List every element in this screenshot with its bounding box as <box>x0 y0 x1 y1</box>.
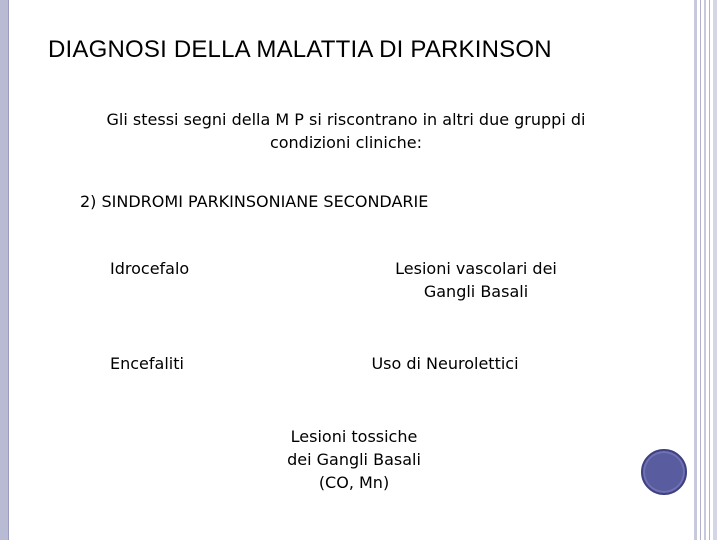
right-line <box>704 0 706 540</box>
item-line: Uso di Neurolettici <box>371 354 519 373</box>
cause-item-neurolettici <box>340 352 550 375</box>
cause-item-idrocefalo <box>110 257 189 280</box>
left-decorative-bar <box>0 0 9 540</box>
right-line <box>713 0 717 540</box>
right-line <box>700 0 701 540</box>
item-line: Lesioni vascolari dei <box>395 259 557 278</box>
decorative-circle-icon <box>641 449 687 495</box>
intro-text <box>58 108 634 154</box>
right-decorative-lines <box>688 0 720 540</box>
slide-title: DIAGNOSI DELLA MALATTIA DI PARKINSON <box>48 36 552 63</box>
intro-line: Gli stessi segni della M P si riscontrano in altri due gruppi di <box>106 110 586 129</box>
item-line: Idrocefalo <box>110 259 190 278</box>
right-line <box>709 0 710 540</box>
item-line: (CO, Mn) <box>318 473 390 492</box>
item-line: Lesioni tossiche <box>290 427 418 446</box>
item-line: Gangli Basali <box>423 282 529 301</box>
cause-item-lesioni-vascolari <box>366 257 586 303</box>
item-line: dei Gangli Basali <box>287 450 421 469</box>
cause-item-lesioni-tossiche <box>262 425 446 494</box>
section-heading: 2) SINDROMI PARKINSONIANE SECONDARIE <box>80 192 429 211</box>
intro-line: condizioni cliniche: <box>269 133 423 152</box>
right-line <box>694 0 697 540</box>
item-line: Encefaliti <box>110 354 184 373</box>
cause-item-encefaliti <box>110 352 184 375</box>
